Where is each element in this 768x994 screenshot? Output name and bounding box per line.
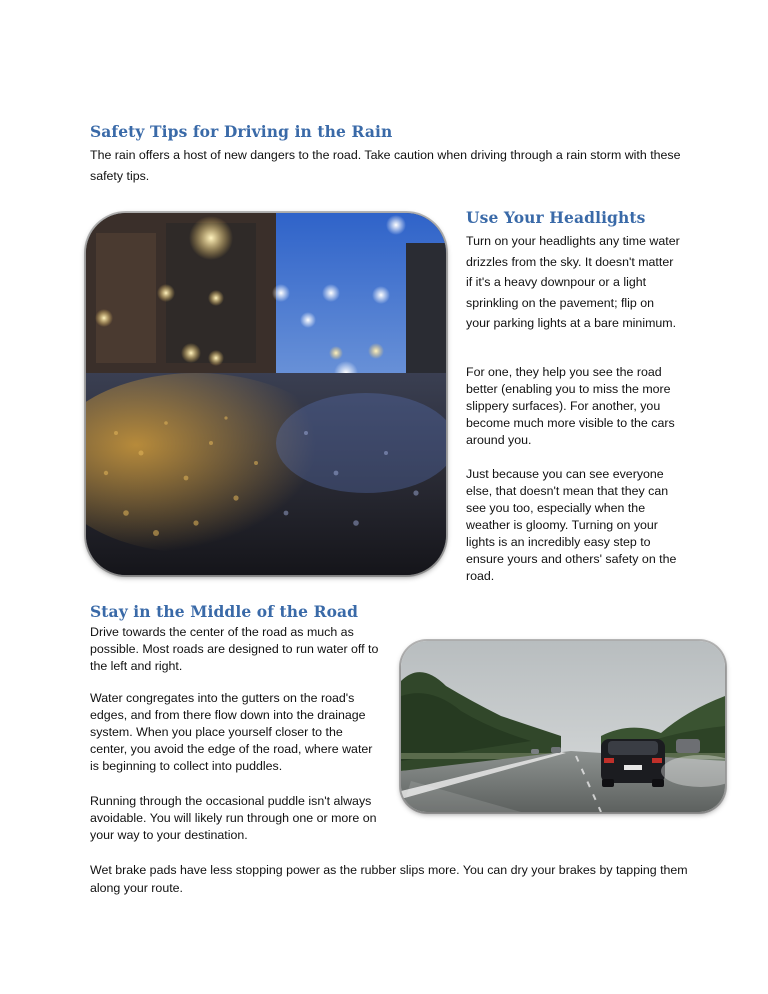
intro-paragraph: The rain offers a host of new dangers to the road. Take caution when driving through a rain storm with these safety tips. [90, 148, 681, 183]
brakes-paragraph: Wet brake pads have less stopping power as the rubber slips more. You can dry your brakes by tapping them along your route. [90, 863, 688, 895]
middle-road-paragraph-3: Running through the occasional puddle isn't always avoidable. You will likely run through one or more on your way to your destination. [90, 794, 377, 842]
headlights-heading: Use Your Headlights [466, 208, 646, 227]
rainy-highway-photo [401, 641, 725, 812]
middle-road-heading: Stay in the Middle of the Road [90, 602, 359, 621]
headlights-paragraph-1: Turn on your headlights any time water drizzles from the sky. It doesn't matter if it's a heavy downpour or a light sprinkling on the pavement; flip on your parking lights at a bare minimum. [466, 234, 680, 330]
wet-street-photo [86, 213, 446, 575]
middle-road-paragraph-2: Water congregates into the gutters on the road's edges, and from there flow down into the drainage system. When you place yourself closer to the center, you avoid the edge of the road, where water is beginning to collect into puddles. [90, 691, 373, 773]
page-title: Safety Tips for Driving in the Rain [90, 122, 393, 141]
headlights-paragraph-3: Just because you can see everyone else, that doesn't mean that they can see you too, especially when the weather is gloomy. Turning on your lights is an incredibly easy step to ensure yours and others' safety on the road. [466, 467, 677, 583]
headlights-paragraph-2: For one, they help you see the road better (enabling you to miss the more slippery surfaces). For another, you become much more visible to the cars around you. [466, 365, 675, 447]
middle-road-paragraph-1: Drive towards the center of the road as much as possible. Most roads are designed to run water off to the left and right. [90, 625, 379, 673]
